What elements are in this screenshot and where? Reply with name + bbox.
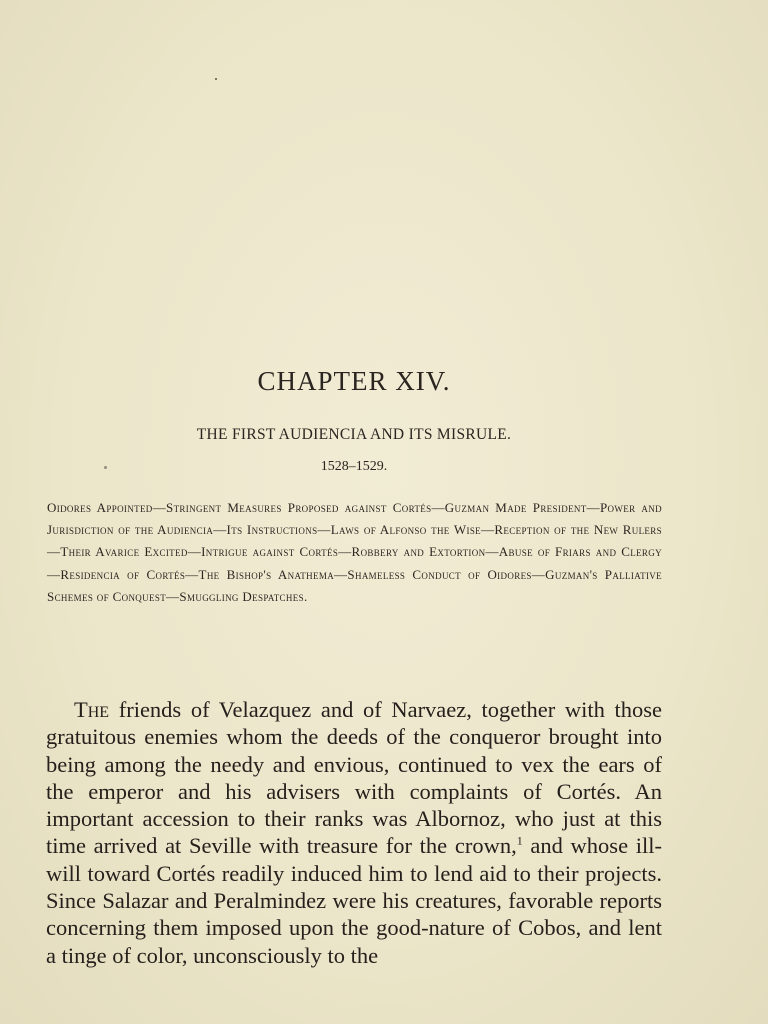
paper-speck [215,78,217,80]
body-paragraph [46,696,662,969]
chapter-dates: 1528–1529. [320,459,388,474]
footnote-marker: 1 [516,833,523,848]
chapter-subtitle: THE FIRST AUDIENCIA AND ITS MISRULE. [196,426,512,443]
paragraph-lead-word: The [74,697,110,722]
chapter-synopsis: Oidores Appointed—Stringent Measures Proposed against Cortés—Guzman Made President—Power and Jurisdiction of the Audiencia—Its Instructions—Laws of Alfonso the Wise—Reception of the New Rulers—Their Avarice Excited—Intrigue against Cortés—Robbery and Extortion—Abuse of Friars and Clergy—Residencia of Cortés—The Bishop's Anathema—Shameless Conduct of Oidores—Guzman's Palliative Schemes of Conquest—Smuggling Despatches. [47,500,662,604]
chapter-title: CHAPTER XIV. [257,366,451,396]
paragraph-text-part2: and whose ill-will toward Cortés readily induced him to lend aid to their projects. Since Salazar and Peralmindez were his creatures, favorable reports concerning them imposed upon the good-nature of Cobos, and lent a tinge of color, unconsciously to the [46,833,662,968]
paragraph-text-part1: friends of Velazquez and of Narvaez, together with those gratuitous enemies whom the deeds of the conqueror brought into being among the needy and envious, continued to vex the ears of the emperor and his advisers with complaints of Cortés. An important accession to their ranks was Albornoz, who just at this time arrived at Seville with treasure for the crown, [46,697,662,859]
